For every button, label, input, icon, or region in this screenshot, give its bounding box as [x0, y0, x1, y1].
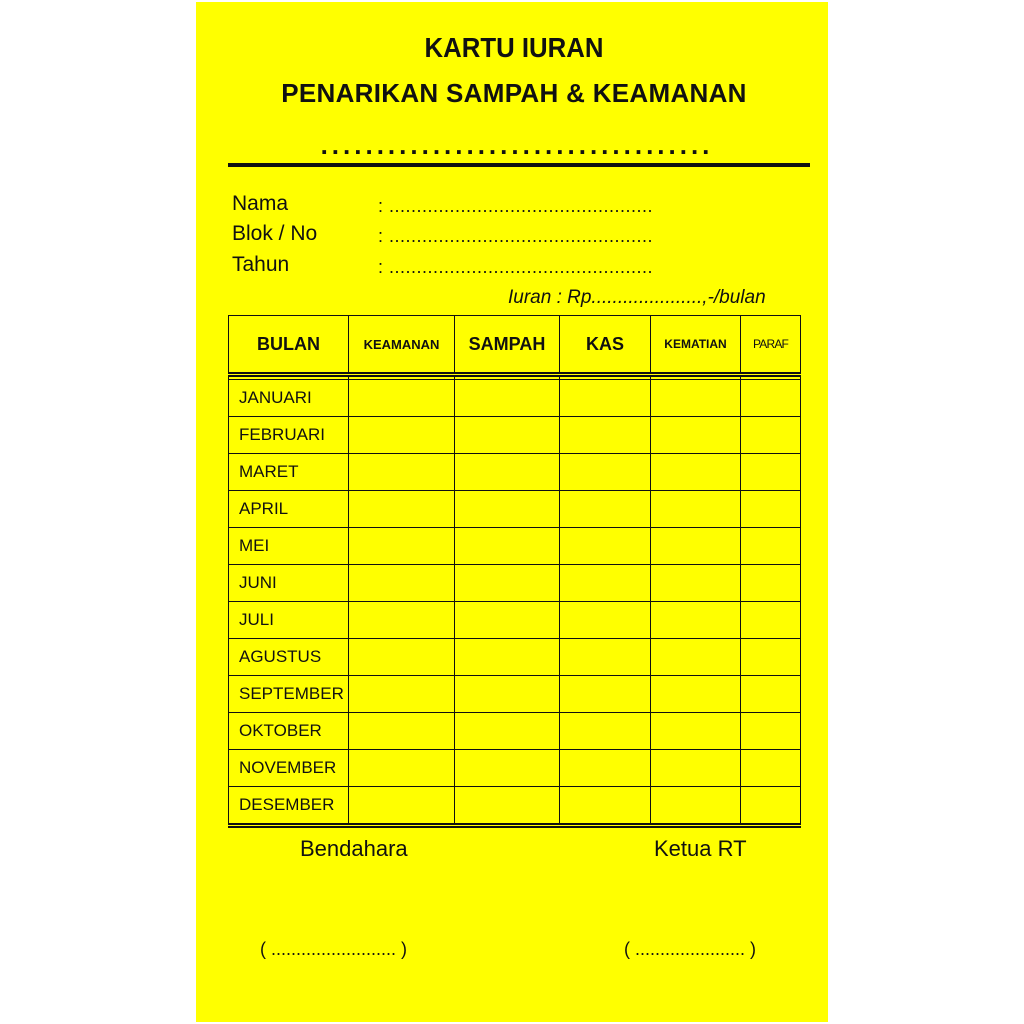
kematian-cell[interactable] — [651, 713, 741, 750]
paraf-cell[interactable] — [741, 417, 801, 454]
field-label-blok: Blok / No — [232, 222, 318, 245]
month-cell: AGUSTUS — [229, 639, 349, 676]
kematian-cell[interactable] — [651, 454, 741, 491]
month-cell: JULI — [229, 602, 349, 639]
paraf-cell[interactable] — [741, 713, 801, 750]
month-cell: MEI — [229, 528, 349, 565]
kas-cell[interactable] — [560, 713, 651, 750]
paraf-cell[interactable] — [741, 676, 801, 713]
month-cell: MARET — [229, 454, 349, 491]
table-row — [229, 565, 801, 602]
keamanan-cell[interactable] — [349, 713, 455, 750]
kas-cell[interactable] — [560, 787, 651, 826]
kas-cell[interactable] — [560, 528, 651, 565]
sampah-cell[interactable] — [455, 787, 560, 826]
sampah-cell[interactable] — [455, 528, 560, 565]
table-row — [229, 750, 801, 787]
column-header-sampah: SAMPAH — [455, 316, 560, 375]
table-row — [229, 454, 801, 491]
table-row — [229, 676, 801, 713]
kas-cell[interactable] — [560, 565, 651, 602]
keamanan-cell[interactable] — [349, 491, 455, 528]
column-header-kematian: KEMATIAN — [651, 316, 741, 375]
keamanan-cell[interactable] — [349, 380, 455, 417]
keamanan-cell[interactable] — [349, 676, 455, 713]
sampah-cell[interactable] — [455, 491, 560, 528]
table-body — [229, 375, 801, 826]
keamanan-cell[interactable] — [349, 602, 455, 639]
table-row — [229, 639, 801, 676]
field-value-nama[interactable]: : ................................................ — [378, 196, 654, 216]
kas-cell[interactable] — [560, 639, 651, 676]
keamanan-cell[interactable] — [349, 528, 455, 565]
paraf-cell[interactable] — [741, 528, 801, 565]
kas-cell[interactable] — [560, 454, 651, 491]
paraf-cell[interactable] — [741, 454, 801, 491]
payment-table — [228, 315, 801, 828]
field-value-tahun[interactable]: : ................................................ — [378, 257, 654, 277]
dues-card — [196, 2, 828, 1022]
paraf-cell[interactable] — [741, 639, 801, 676]
rt-head-label: Ketua RT — [654, 836, 747, 861]
field-label-nama: Nama — [232, 192, 289, 215]
month-cell: OKTOBER — [229, 713, 349, 750]
field-label-tahun: Tahun — [232, 253, 290, 276]
kematian-cell[interactable] — [651, 676, 741, 713]
sampah-cell[interactable] — [455, 676, 560, 713]
paraf-cell[interactable] — [741, 380, 801, 417]
kematian-cell[interactable] — [651, 491, 741, 528]
table-row — [229, 491, 801, 528]
treasurer-signature-line[interactable]: ( ......................... ) — [260, 939, 408, 959]
column-header-keamanan: KEAMANAN — [349, 316, 455, 375]
kematian-cell[interactable] — [651, 417, 741, 454]
keamanan-cell[interactable] — [349, 565, 455, 602]
dues-amount-line: Iuran : Rp.....................,-/bulan — [508, 287, 766, 308]
paraf-cell[interactable] — [741, 787, 801, 826]
sampah-cell[interactable] — [455, 565, 560, 602]
card-title: KARTU IURAN — [424, 32, 604, 63]
table-row — [229, 602, 801, 639]
sampah-cell[interactable] — [455, 639, 560, 676]
kas-cell[interactable] — [560, 491, 651, 528]
kas-cell[interactable] — [560, 602, 651, 639]
month-cell: JUNI — [229, 565, 349, 602]
column-header-bulan: BULAN — [229, 316, 349, 375]
table-header-row — [229, 316, 801, 375]
month-cell: NOVEMBER — [229, 750, 349, 787]
kematian-cell[interactable] — [651, 565, 741, 602]
month-cell: SEPTEMBER — [229, 676, 349, 713]
kematian-cell[interactable] — [651, 602, 741, 639]
column-header-paraf: PARAF — [741, 316, 801, 375]
table-row — [229, 380, 801, 417]
kematian-cell[interactable] — [651, 787, 741, 826]
table-row — [229, 787, 801, 826]
keamanan-cell[interactable] — [349, 750, 455, 787]
keamanan-cell[interactable] — [349, 639, 455, 676]
kematian-cell[interactable] — [651, 750, 741, 787]
sampah-cell[interactable] — [455, 713, 560, 750]
kas-cell[interactable] — [560, 417, 651, 454]
keamanan-cell[interactable] — [349, 787, 455, 826]
sampah-cell[interactable] — [455, 602, 560, 639]
rt-head-signature-line[interactable]: ( ...................... ) — [624, 939, 757, 959]
sampah-cell[interactable] — [455, 417, 560, 454]
field-value-blok[interactable]: : ................................................ — [378, 226, 654, 246]
paraf-cell[interactable] — [741, 602, 801, 639]
kematian-cell[interactable] — [651, 380, 741, 417]
kas-cell[interactable] — [560, 380, 651, 417]
dotted-fill-line: ................................... — [320, 130, 714, 160]
card-subtitle: PENARIKAN SAMPAH & KEAMANAN — [281, 78, 747, 108]
table-row — [229, 417, 801, 454]
keamanan-cell[interactable] — [349, 454, 455, 491]
sampah-cell[interactable] — [455, 750, 560, 787]
month-cell: JANUARI — [229, 380, 349, 417]
column-header-kas: KAS — [560, 316, 651, 375]
month-cell: DESEMBER — [229, 787, 349, 826]
kas-cell[interactable] — [560, 676, 651, 713]
paraf-cell[interactable] — [741, 565, 801, 602]
kematian-cell[interactable] — [651, 639, 741, 676]
header-rule — [228, 163, 810, 167]
month-cell: FEBRUARI — [229, 417, 349, 454]
kematian-cell[interactable] — [651, 528, 741, 565]
table-row — [229, 528, 801, 565]
month-cell: APRIL — [229, 491, 349, 528]
kas-cell[interactable] — [560, 750, 651, 787]
keamanan-cell[interactable] — [349, 417, 455, 454]
paraf-cell[interactable] — [741, 750, 801, 787]
table-row — [229, 713, 801, 750]
treasurer-label: Bendahara — [300, 836, 408, 861]
sampah-cell[interactable] — [455, 454, 560, 491]
sampah-cell[interactable] — [455, 380, 560, 417]
paraf-cell[interactable] — [741, 491, 801, 528]
